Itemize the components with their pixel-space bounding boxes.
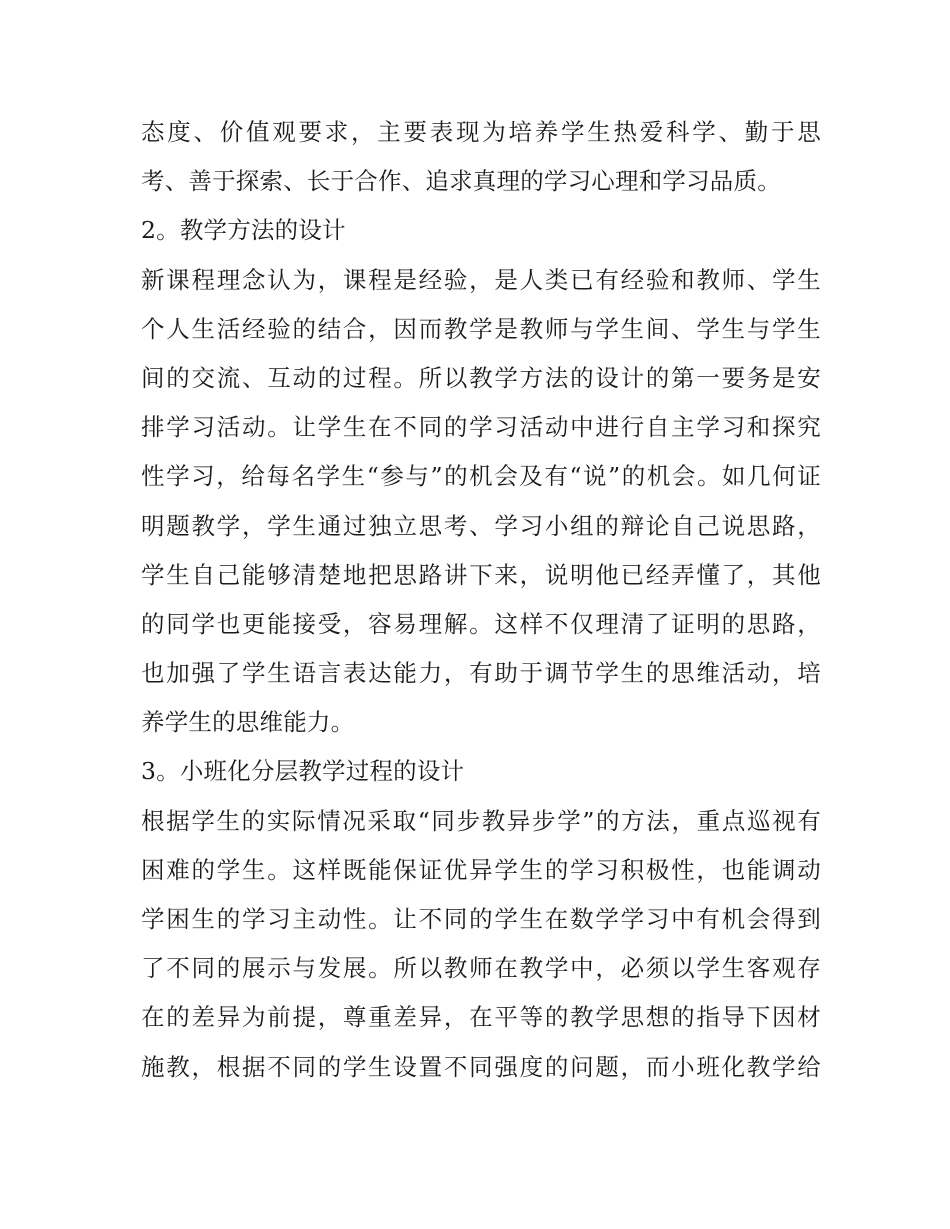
text-line: 新课程理念认为，课程是经验，是人类已有经验和教师、学生 (141, 265, 821, 294)
document-body (141, 108, 821, 1092)
text-line: 施教，根据不同的学生设置不同强度的问题，而小班化教学给 (141, 1052, 821, 1081)
text-line: 的同学也更能接受，容易理解。这样不仅理清了证明的思路， (141, 609, 821, 638)
text-line: 个人生活经验的结合，因而教学是教师与学生间、学生与学生 (141, 314, 821, 343)
text-line: 也加强了学生语言表达能力，有助于调节学生的思维活动，培 (141, 659, 821, 688)
text-line: 学困生的学习主动性。让不同的学生在数学学习中有机会得到 (141, 905, 821, 933)
text-line: 养学生的思维能力。 (141, 708, 355, 737)
text-line: 态度、价值观要求，主要表现为培养学生热爱科学、勤于思 (141, 118, 821, 146)
text-line: 困难的学生。这样既能保证优异学生的学习积极性，也能调动 (141, 855, 821, 884)
text-line: 了不同的展示与发展。所以教师在教学中，必须以学生客观存 (141, 954, 821, 983)
text-line: 明题教学，学生通过独立思考、学习小组的辩论自己说思路， (141, 511, 821, 540)
section-heading: 3。小班化分层教学过程的设计 (141, 757, 465, 786)
text-line: 考、善于探索、长于合作、追求真理的学习心理和学习品质。 (141, 167, 781, 196)
text-line: 学生自己能够清楚地把思路讲下来，说明他已经弄懂了，其他 (141, 560, 821, 589)
text-line: 排学习活动。让学生在不同的学习活动中进行自主学习和探究 (141, 413, 821, 442)
text-line: 在的差异为前提，尊重差异，在平等的教学思想的指导下因材 (141, 1003, 821, 1032)
text-line: 间的交流、互动的过程。所以教学方法的设计的第一要务是安 (141, 363, 821, 392)
section-heading: 2。教学方法的设计 (141, 216, 346, 245)
text-line: 性学习，给每名学生“参与”的机会及有“说”的机会。如几何证 (141, 462, 821, 491)
text-line: 根据学生的实际情况采取“同步教异步学”的方法，重点巡视有 (141, 806, 821, 835)
